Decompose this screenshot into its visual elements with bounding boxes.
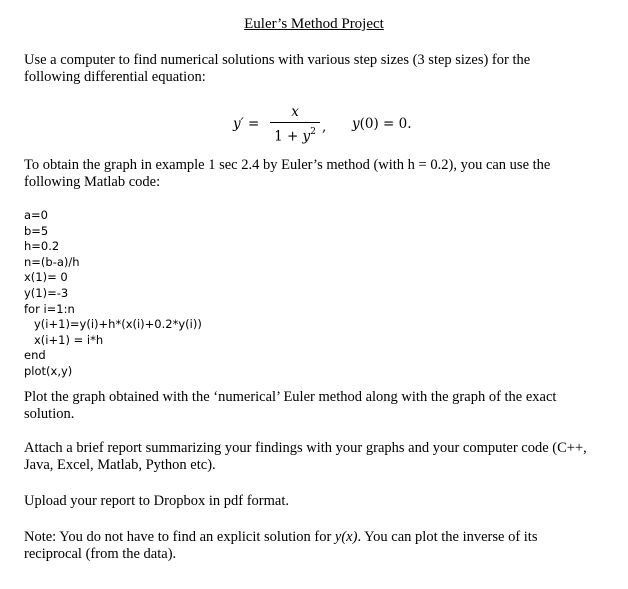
initial-condition: y(0) = 0. [352, 116, 412, 132]
code-line: b=5 [24, 223, 49, 238]
intro-line-1: Use a computer to find numerical solutions with various step sizes (3 step sizes) for the [24, 52, 531, 68]
note-paragraph [24, 529, 614, 563]
equation-lhs: y′ = [233, 116, 260, 132]
example-line-1: To obtain the graph in example 1 sec 2.4 by Euler’s method (with h = 0.2), you can use the [24, 157, 551, 173]
code-line: x(1)= 0 [24, 270, 68, 285]
note-function-expression: y(x) [334, 529, 358, 545]
report-paragraph [24, 440, 614, 474]
code-line: a=0 [24, 208, 48, 222]
code-line: h=0.2 [24, 239, 60, 254]
equation-comma: , [322, 119, 327, 135]
fraction-bar [270, 122, 320, 123]
plot-paragraph [24, 389, 614, 423]
code-line: end [24, 348, 46, 363]
upload-instruction: Upload your report to Dropbox in pdf format. [24, 493, 289, 509]
equation-fraction [268, 104, 322, 145]
report-line-2: Java, Excel, Matlab, Python etc). [24, 457, 216, 473]
code-line: y(i+1)=y(i)+h*(x(i)+0.2*y(i)) [34, 317, 202, 332]
fraction-numerator: x [291, 104, 299, 120]
code-line: for i=1:n [24, 301, 75, 316]
note-line-2: reciprocal (from the data). [24, 546, 177, 562]
matlab-code-block [24, 208, 202, 380]
example-paragraph [24, 157, 614, 191]
page-title: Euler’s Method Project [244, 16, 384, 32]
plot-line-2: solution. [24, 406, 75, 422]
differential-equation [224, 104, 484, 148]
code-line: plot(x,y) [24, 363, 73, 378]
code-line: y(1)=-3 [24, 285, 69, 300]
intro-paragraph [24, 52, 614, 86]
code-line: n=(b-a)/h [24, 254, 80, 269]
note-line-1: Note: You do not have to find an explicit solution for y(x). You can plot the inverse of its [24, 529, 538, 545]
report-line-1: Attach a brief report summarizing your findings with your graphs and your computer code (C++, [24, 440, 587, 456]
plot-line-1: Plot the graph obtained with the ‘numerical’ Euler method along with the graph of the exact [24, 389, 557, 405]
code-line: x(i+1) = i*h [34, 332, 104, 347]
example-line-2: following Matlab code: [24, 174, 161, 190]
fraction-denominator: $1 + y^2$ [274, 127, 316, 145]
intro-line-2: following differential equation: [24, 69, 206, 85]
